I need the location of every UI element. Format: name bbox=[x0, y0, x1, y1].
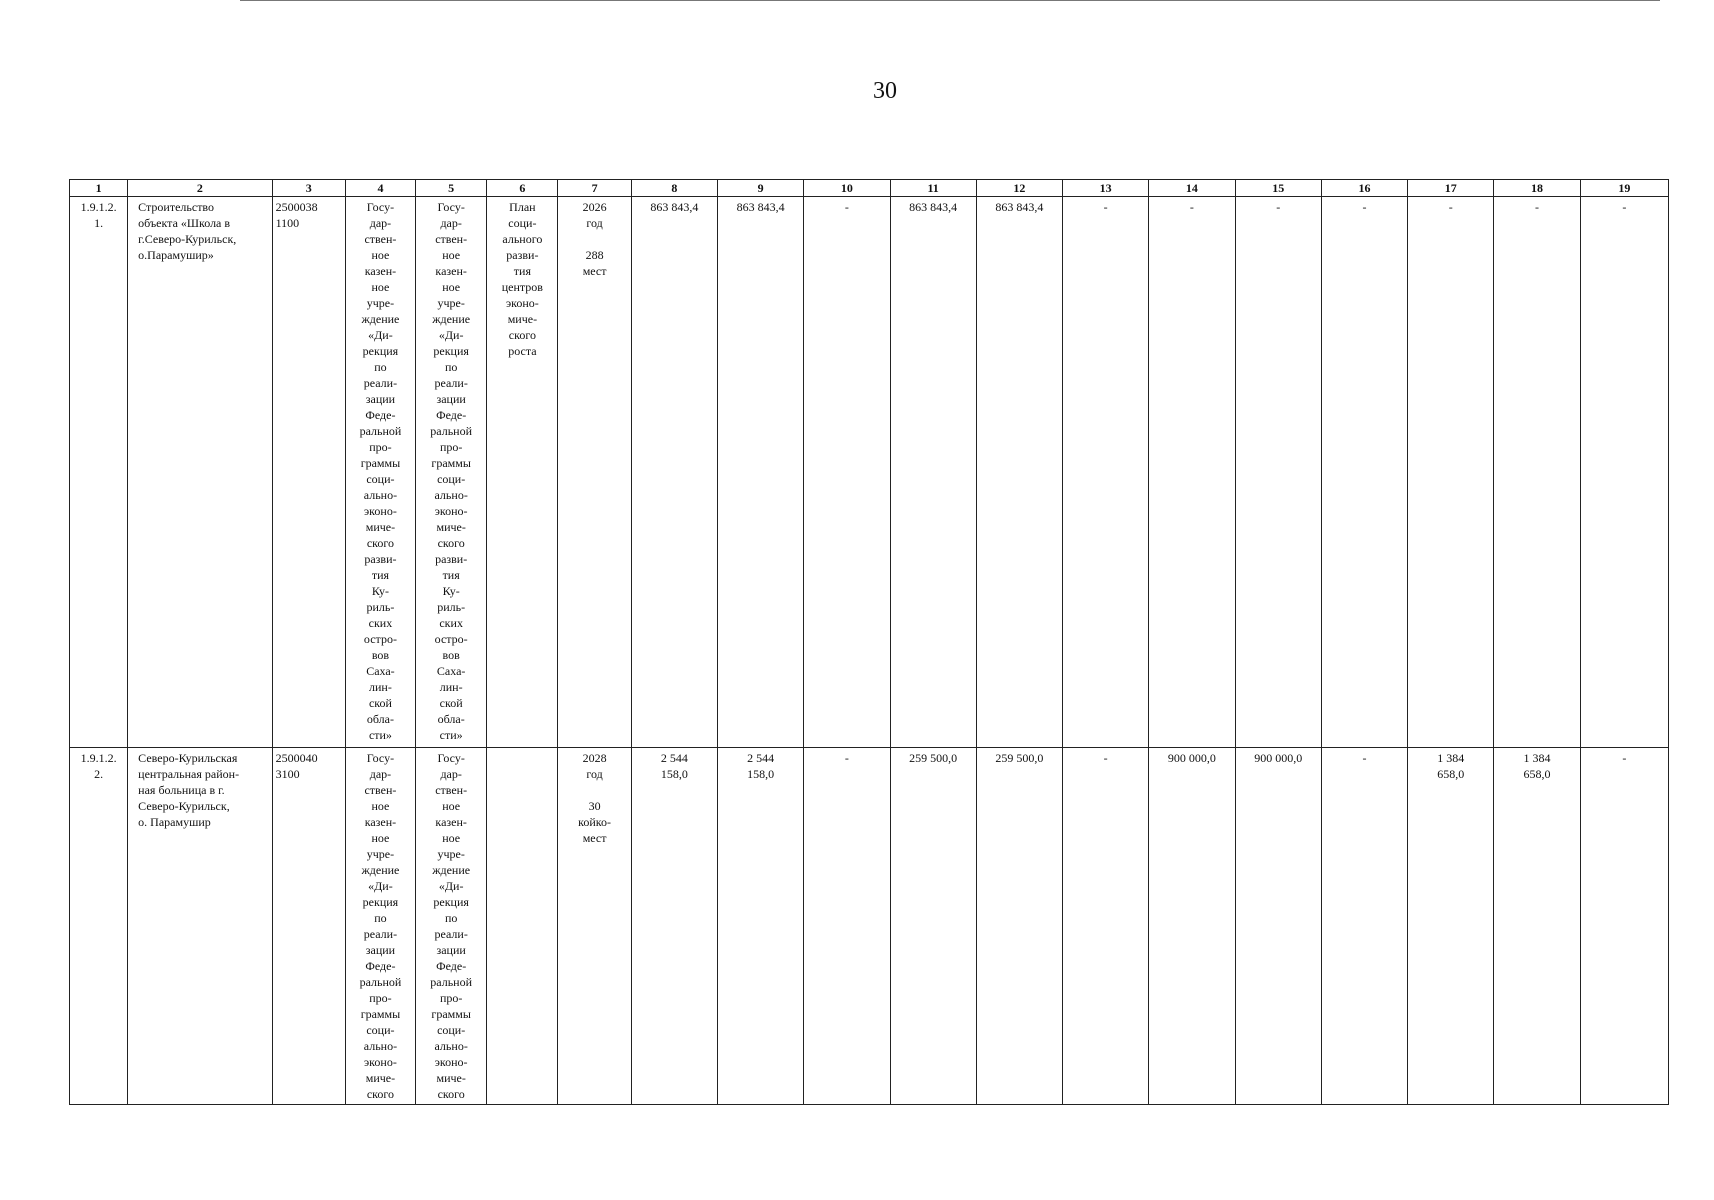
header-cell: 7 bbox=[558, 180, 631, 197]
cell-line: 2. bbox=[94, 767, 104, 781]
cell-line: миче- bbox=[436, 1071, 466, 1085]
cell-line: ального bbox=[502, 232, 543, 246]
customer-cell bbox=[345, 197, 415, 748]
cell-line: ского bbox=[366, 536, 395, 550]
cell-line: разви- bbox=[364, 552, 397, 566]
cell-line: 863 843,4 bbox=[650, 200, 699, 214]
line-gap bbox=[558, 782, 630, 798]
cell-line: про- bbox=[369, 440, 392, 454]
cell-line: 1.9.1.2. bbox=[80, 200, 117, 214]
cell-line: Саха- bbox=[366, 664, 395, 678]
cell-line: ральной bbox=[430, 424, 473, 438]
developer-cell bbox=[416, 748, 487, 1105]
cell-line: 259 500,0 bbox=[995, 751, 1044, 765]
basis-cell bbox=[487, 748, 558, 1105]
table-row bbox=[70, 197, 1669, 748]
cell-line: 1 384 bbox=[1523, 751, 1551, 765]
cell-line: лин- bbox=[439, 680, 463, 694]
cell-line: ральной bbox=[430, 975, 473, 989]
cell-line: миче- bbox=[436, 520, 466, 534]
cell-line: ное bbox=[371, 248, 390, 262]
cell-line: реали- bbox=[434, 927, 468, 941]
cell-line: Феде- bbox=[436, 959, 467, 973]
cell-line: - bbox=[1362, 200, 1367, 214]
basis-cell bbox=[487, 197, 558, 748]
cell-line: соци- bbox=[508, 216, 537, 230]
cell-line: 658,0 bbox=[1523, 767, 1551, 781]
value-cell bbox=[1494, 748, 1580, 1105]
value-cell bbox=[890, 748, 976, 1105]
cell-line: эконо- bbox=[505, 296, 539, 310]
page-number: 30 bbox=[873, 78, 897, 104]
header-cell: 16 bbox=[1321, 180, 1407, 197]
cell-line: зации bbox=[365, 943, 396, 957]
cell-line: ная больница в г. bbox=[138, 783, 225, 797]
cell-line: Феде- bbox=[436, 408, 467, 422]
cell-line: 2 544 bbox=[660, 751, 688, 765]
value-cell bbox=[976, 748, 1062, 1105]
cell-line: 900 000,0 bbox=[1254, 751, 1303, 765]
cell-line: про- bbox=[439, 991, 463, 1005]
cell-line: ских bbox=[439, 616, 463, 630]
header-cell: 3 bbox=[272, 180, 345, 197]
cell-line: Строительство bbox=[138, 200, 215, 214]
cell-line: 1 384 bbox=[1437, 751, 1465, 765]
value-cell bbox=[717, 197, 803, 748]
cell-line: соци- bbox=[366, 1023, 395, 1037]
cell-line: казен- bbox=[364, 815, 397, 829]
cell-line: реали- bbox=[363, 927, 398, 941]
cell-line: 863 843,4 bbox=[995, 200, 1044, 214]
header-cell: 15 bbox=[1235, 180, 1321, 197]
table-row bbox=[70, 748, 1669, 1105]
cell-line: соци- bbox=[437, 472, 466, 486]
value-cell bbox=[1063, 748, 1149, 1105]
cell-line: рекция bbox=[362, 344, 399, 358]
cell-line: дар- bbox=[369, 216, 392, 230]
cell-line: казен- bbox=[435, 815, 467, 829]
cell-line: - bbox=[1103, 751, 1108, 765]
cell-line: Феде- bbox=[365, 408, 396, 422]
cell-line: - bbox=[844, 751, 849, 765]
cell-line: «Ди- bbox=[438, 879, 464, 893]
cell-line: ально- bbox=[363, 1039, 398, 1053]
cell-line: дар- bbox=[440, 216, 462, 230]
header-cell: 17 bbox=[1408, 180, 1494, 197]
cell-line: вов bbox=[371, 648, 390, 662]
cell-line: миче- bbox=[365, 520, 396, 534]
cell-line: дар- bbox=[369, 767, 392, 781]
cell-line: сти» bbox=[439, 728, 463, 742]
cell-line: год bbox=[586, 767, 603, 781]
cell-line: учре- bbox=[437, 847, 465, 861]
cell-line: 2028 bbox=[582, 751, 607, 765]
header-cell: 11 bbox=[890, 180, 976, 197]
value-cell bbox=[1408, 748, 1494, 1105]
item-code-cell bbox=[70, 197, 128, 748]
cell-line: про- bbox=[369, 991, 392, 1005]
cell-line: Северо-Курильская bbox=[138, 751, 238, 765]
cell-line: ное bbox=[371, 799, 390, 813]
cell-line: мест bbox=[582, 831, 607, 845]
header-cell: 1 bbox=[70, 180, 128, 197]
cell-line: рекция bbox=[433, 895, 469, 909]
cell-line: 1. bbox=[94, 216, 104, 230]
cell-line: мест bbox=[582, 264, 607, 278]
cell-line: 1100 bbox=[275, 216, 300, 230]
developer-cell bbox=[416, 197, 487, 748]
cell-line: граммы bbox=[431, 1007, 471, 1021]
cell-line: ждение bbox=[432, 863, 471, 877]
cell-line: ского bbox=[508, 328, 536, 342]
value-cell bbox=[1235, 748, 1321, 1105]
cell-line: центров bbox=[501, 280, 543, 294]
top-border-line bbox=[240, 0, 1660, 1]
cell-line: ской bbox=[368, 696, 392, 710]
header-cell: 4 bbox=[345, 180, 415, 197]
cell-line: - bbox=[1189, 200, 1194, 214]
cell-line: остро- bbox=[434, 632, 468, 646]
cell-line: ствен- bbox=[435, 783, 468, 797]
cell-line: г.Северо-Курильск, bbox=[138, 232, 237, 246]
cell-line: про- bbox=[439, 440, 463, 454]
value-cell bbox=[1235, 197, 1321, 748]
cell-line: ского bbox=[366, 1087, 395, 1101]
cell-line: ских bbox=[368, 616, 393, 630]
cell-line: по bbox=[374, 911, 387, 925]
cell-line: обла- bbox=[437, 712, 465, 726]
header-cell: 14 bbox=[1149, 180, 1235, 197]
value-cell bbox=[1149, 197, 1235, 748]
object-name-cell bbox=[128, 197, 272, 748]
cell-line: - bbox=[844, 200, 849, 214]
cell-line: зации bbox=[365, 392, 396, 406]
cell-line: соци- bbox=[366, 472, 395, 486]
cell-line: рекция bbox=[362, 895, 399, 909]
cell-line: вов bbox=[442, 648, 460, 662]
cell-line: - bbox=[1276, 200, 1281, 214]
cell-line: ное bbox=[442, 248, 461, 262]
cell-line: лин- bbox=[369, 680, 392, 694]
cell-line: по bbox=[444, 360, 458, 374]
cell-line: - bbox=[1103, 200, 1108, 214]
value-cell bbox=[1494, 197, 1580, 748]
cell-line: 1.9.1.2. bbox=[80, 751, 117, 765]
cell-line: тия bbox=[442, 568, 460, 582]
cell-line: 900 000,0 bbox=[1167, 751, 1216, 765]
cell-line: сти» bbox=[368, 728, 392, 742]
cell-line: реали- bbox=[363, 376, 398, 390]
cell-line: ное bbox=[442, 831, 461, 845]
cell-line: 863 843,4 bbox=[909, 200, 958, 214]
cell-line: ского bbox=[437, 1087, 465, 1101]
value-cell bbox=[1408, 197, 1494, 748]
cell-line: учре- bbox=[366, 847, 395, 861]
cell-line: центральная район- bbox=[138, 767, 240, 781]
cell-line: по bbox=[374, 360, 387, 374]
cell-line: год bbox=[586, 216, 603, 230]
header-cell: 9 bbox=[717, 180, 803, 197]
cell-line: План bbox=[509, 200, 536, 214]
cell-line: «Ди- bbox=[368, 328, 393, 342]
cell-line: 3100 bbox=[275, 767, 300, 781]
cell-line: 2026 bbox=[582, 200, 607, 214]
object-name-cell bbox=[128, 748, 272, 1105]
cell-line: - bbox=[1534, 200, 1539, 214]
header-cell: 10 bbox=[804, 180, 890, 197]
cell-line: граммы bbox=[431, 456, 471, 470]
value-cell bbox=[1580, 197, 1668, 748]
cell-line: рекция bbox=[433, 344, 469, 358]
cell-line: дар- bbox=[440, 767, 462, 781]
cell-line: граммы bbox=[360, 1007, 401, 1021]
value-cell bbox=[890, 197, 976, 748]
cell-line: объекта «Школа в bbox=[138, 216, 231, 230]
cell-line: роста bbox=[508, 344, 537, 358]
cell-line: разви- bbox=[506, 248, 539, 262]
cell-line: миче- bbox=[507, 312, 538, 326]
header-cell: 2 bbox=[128, 180, 272, 197]
header-cell: 19 bbox=[1580, 180, 1668, 197]
year-capacity-cell bbox=[558, 748, 631, 1105]
customer-cell bbox=[345, 748, 415, 1105]
value-cell bbox=[631, 748, 717, 1105]
cell-line: ждение bbox=[432, 312, 471, 326]
header-cell: 5 bbox=[416, 180, 487, 197]
cell-line: ное bbox=[442, 799, 461, 813]
cell-line: остро- bbox=[363, 632, 397, 646]
cell-line: - bbox=[1362, 751, 1367, 765]
cell-line: Саха- bbox=[436, 664, 466, 678]
cell-line: - bbox=[1622, 200, 1627, 214]
cell-line: ально- bbox=[363, 488, 398, 502]
cell-line: ное bbox=[371, 280, 390, 294]
cell-line: ствен- bbox=[364, 783, 397, 797]
cell-line: учре- bbox=[366, 296, 395, 310]
cell-line: 2500038 bbox=[275, 200, 318, 214]
header-cell: 8 bbox=[631, 180, 717, 197]
cell-line: 259 500,0 bbox=[909, 751, 958, 765]
value-cell bbox=[631, 197, 717, 748]
value-cell bbox=[804, 748, 890, 1105]
cell-line: тия bbox=[513, 264, 531, 278]
cell-line: о. Парамушир bbox=[138, 815, 211, 829]
cell-line: 158,0 bbox=[747, 767, 775, 781]
cell-line: ствен- bbox=[364, 232, 397, 246]
cell-line: ально- bbox=[434, 488, 468, 502]
cell-line: риль- bbox=[437, 600, 466, 614]
cell-line: разви- bbox=[435, 552, 468, 566]
cell-line: 2 544 bbox=[747, 751, 775, 765]
cell-line: ное bbox=[371, 831, 390, 845]
cell-line: соци- bbox=[437, 1023, 466, 1037]
cell-line: - bbox=[1622, 751, 1627, 765]
header-cell: 6 bbox=[487, 180, 558, 197]
cell-line: ждение bbox=[361, 863, 400, 877]
cell-line: 2500040 bbox=[275, 751, 318, 765]
value-cell bbox=[1063, 197, 1149, 748]
cell-line: казен- bbox=[364, 264, 397, 278]
cell-line: учре- bbox=[437, 296, 465, 310]
cell-line: ное bbox=[442, 280, 461, 294]
cell-line: ральной bbox=[359, 424, 402, 438]
cell-line: зации bbox=[436, 392, 466, 406]
cell-line: миче- bbox=[365, 1071, 396, 1085]
cell-line: 158,0 bbox=[660, 767, 688, 781]
okpd-code-cell bbox=[272, 197, 345, 748]
cell-line: ской bbox=[439, 696, 463, 710]
cell-line: ральной bbox=[359, 975, 402, 989]
cell-line: Госу- bbox=[437, 751, 465, 765]
cell-line: 658,0 bbox=[1437, 767, 1465, 781]
cell-line: «Ди- bbox=[438, 328, 464, 342]
cell-line: ждение bbox=[361, 312, 400, 326]
value-cell bbox=[1149, 748, 1235, 1105]
cell-line: риль- bbox=[366, 600, 395, 614]
cell-line: Ку- bbox=[371, 584, 389, 598]
year-capacity-cell bbox=[558, 197, 631, 748]
cell-line: 863 843,4 bbox=[736, 200, 785, 214]
cell-line: обла- bbox=[366, 712, 394, 726]
cell-line: 288 bbox=[585, 248, 604, 262]
cell-line: ально- bbox=[434, 1039, 468, 1053]
cell-line: Ку- bbox=[442, 584, 460, 598]
cell-line: Северо-Курильск, bbox=[138, 799, 230, 813]
cell-line: койко- bbox=[578, 815, 612, 829]
cell-line: эконо- bbox=[434, 504, 468, 518]
header-cell: 12 bbox=[976, 180, 1062, 197]
cell-line: зации bbox=[436, 943, 466, 957]
value-cell bbox=[1321, 748, 1407, 1105]
header-cell: 13 bbox=[1063, 180, 1149, 197]
cell-line: эконо- bbox=[364, 1055, 397, 1069]
value-cell bbox=[976, 197, 1062, 748]
cell-line: Феде- bbox=[365, 959, 396, 973]
cell-line: Госу- bbox=[366, 751, 395, 765]
cell-line: по bbox=[444, 911, 458, 925]
cell-line: о.Парамушир» bbox=[138, 248, 214, 262]
cell-line: ствен- bbox=[435, 232, 468, 246]
value-cell bbox=[804, 197, 890, 748]
cell-line: - bbox=[1448, 200, 1453, 214]
value-cell bbox=[717, 748, 803, 1105]
line-gap bbox=[558, 231, 630, 247]
cell-line: ского bbox=[437, 536, 465, 550]
cell-line: 30 bbox=[588, 799, 601, 813]
okpd-code-cell bbox=[272, 748, 345, 1105]
item-code-cell bbox=[70, 748, 128, 1105]
data-table bbox=[69, 179, 1669, 1105]
header-cell: 18 bbox=[1494, 180, 1580, 197]
header-row bbox=[70, 180, 1669, 197]
value-cell bbox=[1321, 197, 1407, 748]
cell-line: Госу- bbox=[366, 200, 395, 214]
cell-line: тия bbox=[371, 568, 390, 582]
cell-line: реали- bbox=[434, 376, 468, 390]
value-cell bbox=[1580, 748, 1668, 1105]
cell-line: эконо- bbox=[364, 504, 397, 518]
cell-line: эконо- bbox=[434, 1055, 468, 1069]
cell-line: граммы bbox=[360, 456, 401, 470]
cell-line: «Ди- bbox=[368, 879, 393, 893]
cell-line: казен- bbox=[435, 264, 467, 278]
cell-line: Госу- bbox=[437, 200, 465, 214]
